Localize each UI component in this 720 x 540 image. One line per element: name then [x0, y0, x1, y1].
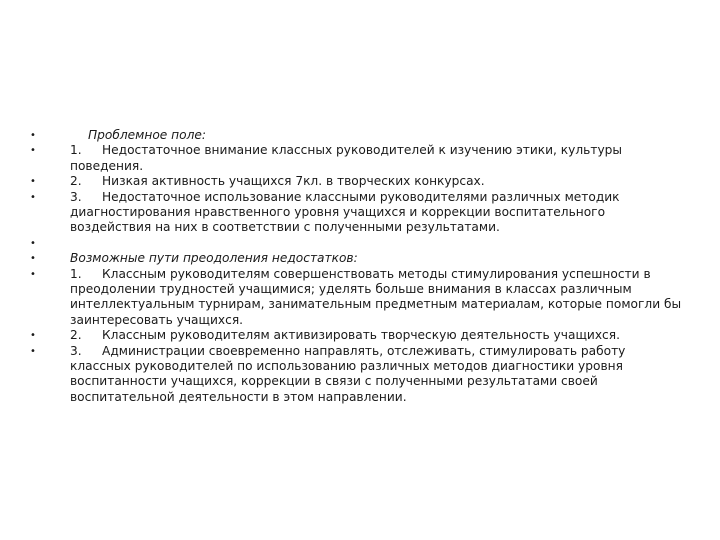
bullet-icon: •: [30, 330, 36, 342]
problem-item: [30, 190, 690, 236]
solution-text: Администрации своевременно направлять, отслеживать, стимулировать работу классных руководителей по использованию различных методов диагностики уровня воспитанности учащихся, коррекции в связи с полученными результатами своей воспитательной деятельности в этом направлении.: [70, 343, 626, 404]
bullet-icon: •: [30, 253, 36, 265]
bullet-icon: •: [30, 237, 36, 249]
solution-item: [30, 328, 690, 343]
solution-text: Классным руководителям совершенствовать методы стимулирования успешности в преодолении трудностей учащимися; уделять больше внимания в классах различным интеллектуальным турнирам, занимательным предметным материалам, которые помогли бы заинтересовать учащихся.: [70, 266, 682, 327]
problem-text: Низкая активность учащихся 7кл. в творческих конкурсах.: [102, 174, 485, 189]
bullet-icon: •: [30, 191, 36, 203]
bullet-icon: •: [30, 130, 36, 141]
problem-text: Недостаточное внимание классных руководителей к изучению этики, культуры поведения.: [70, 143, 623, 173]
problem-title: Проблемное поле:: [88, 128, 206, 142]
solutions-title: Возможные пути преодоления недостатков:: [70, 251, 358, 266]
solutions-title-item: [30, 251, 690, 266]
problem-number: 3.: [70, 189, 82, 204]
solution-item: [30, 267, 690, 329]
solution-number: 1.: [70, 266, 82, 281]
problem-item: [30, 143, 690, 174]
bullet-icon: •: [30, 345, 36, 357]
solution-number: 3.: [70, 343, 82, 358]
problem-number: 1.: [70, 143, 82, 158]
bullet-icon: •: [30, 176, 36, 188]
solution-text: Классным руководителям активизировать творческую деятельность учащихся.: [102, 328, 620, 343]
bullet-icon: •: [30, 268, 36, 280]
bullet-icon: •: [30, 145, 36, 157]
problem-item: [30, 174, 690, 189]
problem-text: Недостаточное использование классными руководителями различных методик диагностирования нравственного уровня учащихся и коррекции воспитательного воздействия на них в соответствии с полученными результатами.: [70, 189, 620, 235]
slide-content: [30, 128, 690, 405]
problem-number: 2.: [70, 174, 82, 189]
empty-item: [30, 236, 690, 251]
solution-number: 2.: [70, 328, 82, 343]
problem-title-item: [30, 128, 690, 143]
solution-item: [30, 344, 690, 406]
